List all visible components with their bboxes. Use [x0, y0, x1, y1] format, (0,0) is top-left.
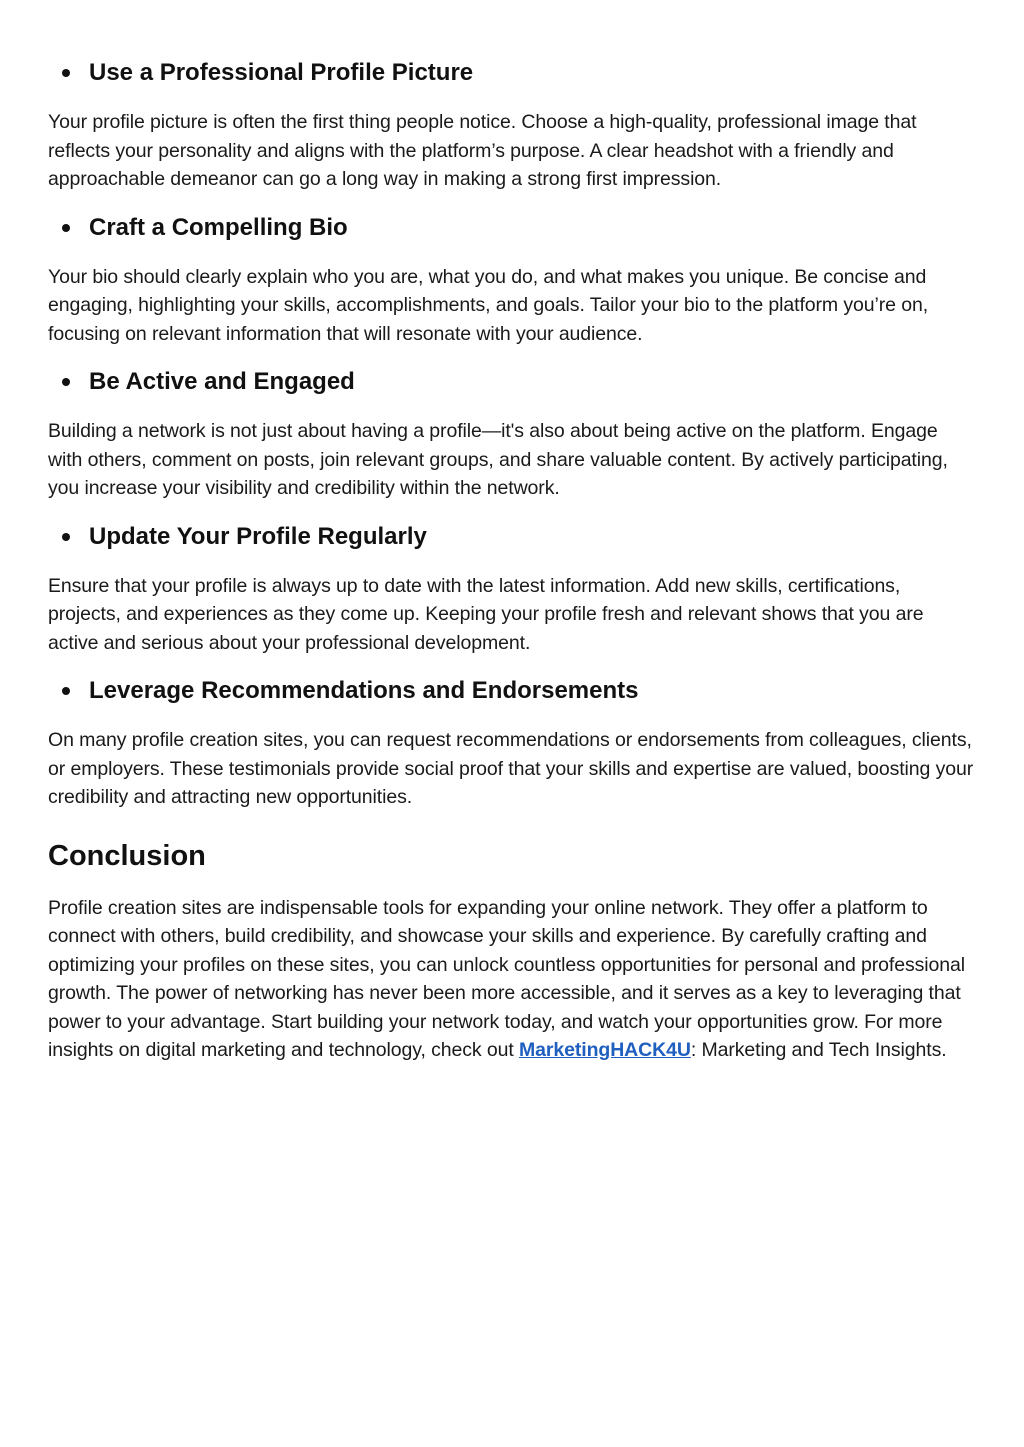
tip-section: [48, 365, 976, 503]
bullet-icon: [62, 533, 70, 541]
tip-heading: [62, 56, 976, 90]
bullet-icon: [62, 69, 70, 77]
tip-heading: [62, 365, 976, 399]
tip-paragraph: Your profile picture is often the first thing people notice. Choose a high-quality, professional image that reflects your personality and aligns with the platform’s purpose. A clear headshot with a friendly and approachable demeanor can go a long way in making a strong first impression.: [48, 111, 917, 190]
tip-section: [48, 520, 976, 658]
conclusion-paragraph: [48, 894, 976, 1065]
tip-heading-text: Leverage Recommendations and Endorsements: [89, 677, 639, 704]
tip-paragraph: Building a network is not just about having a profile—it's also about being active on the platform. Engage with others, comment on posts, join relevant groups, and share valuable content. By actively participating, you increase your visibility and credibility within the network.: [48, 420, 948, 499]
tip-heading: [62, 520, 976, 554]
tip-heading-text: Craft a Compelling Bio: [89, 213, 348, 241]
tip-section: [48, 211, 976, 349]
tip-paragraph: On many profile creation sites, you can request recommendations or endorsements from colleagues, clients, or employers. These testimonials provide social proof that your skills and expertise are valued, boosting your credibility and attracting new opportunities.: [48, 729, 974, 808]
tip-section: [48, 56, 976, 194]
conclusion-suffix: : Marketing and Tech Insights.: [690, 1039, 947, 1061]
marketinghack4u-link[interactable]: MarketingHACK4U: [519, 1039, 691, 1061]
tip-heading-text: Update Your Profile Regularly: [89, 522, 427, 550]
bullet-icon: [62, 224, 70, 232]
conclusion-body: Profile creation sites are indispensable tools for expanding your online network. They offer a platform to connect with others, build credibility, and showcase your skills and experience. By carefully crafting and optimizing your profiles on these sites, you can unlock countless opportunities for personal and professional growth. The power of networking has never been more accessible, and it serves as a key to leveraging that power to your advantage. Start building your network today, and watch your opportunities grow. For more insights on digital marketing and technology, check out: [48, 896, 965, 1061]
tip-section: [48, 674, 976, 812]
bullet-icon: [62, 378, 70, 386]
tip-heading: [62, 674, 976, 708]
bullet-icon: [62, 687, 70, 695]
tip-heading: [62, 211, 976, 245]
tip-paragraph: Your bio should clearly explain who you are, what you do, and what makes you unique. Be concise and engaging, highlighting your skills, accomplishments, and goals. Tailor your bio to the platform you’re on, focusing on relevant information that will resonate with your audience.: [48, 265, 929, 345]
conclusion-heading: Conclusion: [48, 839, 206, 872]
tip-heading-text: Use a Professional Profile Picture: [89, 59, 474, 86]
tip-paragraph: Ensure that your profile is always up to date with the latest information. Add new skills, certifications, projects, and experiences as they come up. Keeping your profile fresh and relevant shows that you are active and serious about your professional development.: [48, 574, 924, 654]
tip-heading-text: Be Active and Engaged: [89, 368, 355, 395]
